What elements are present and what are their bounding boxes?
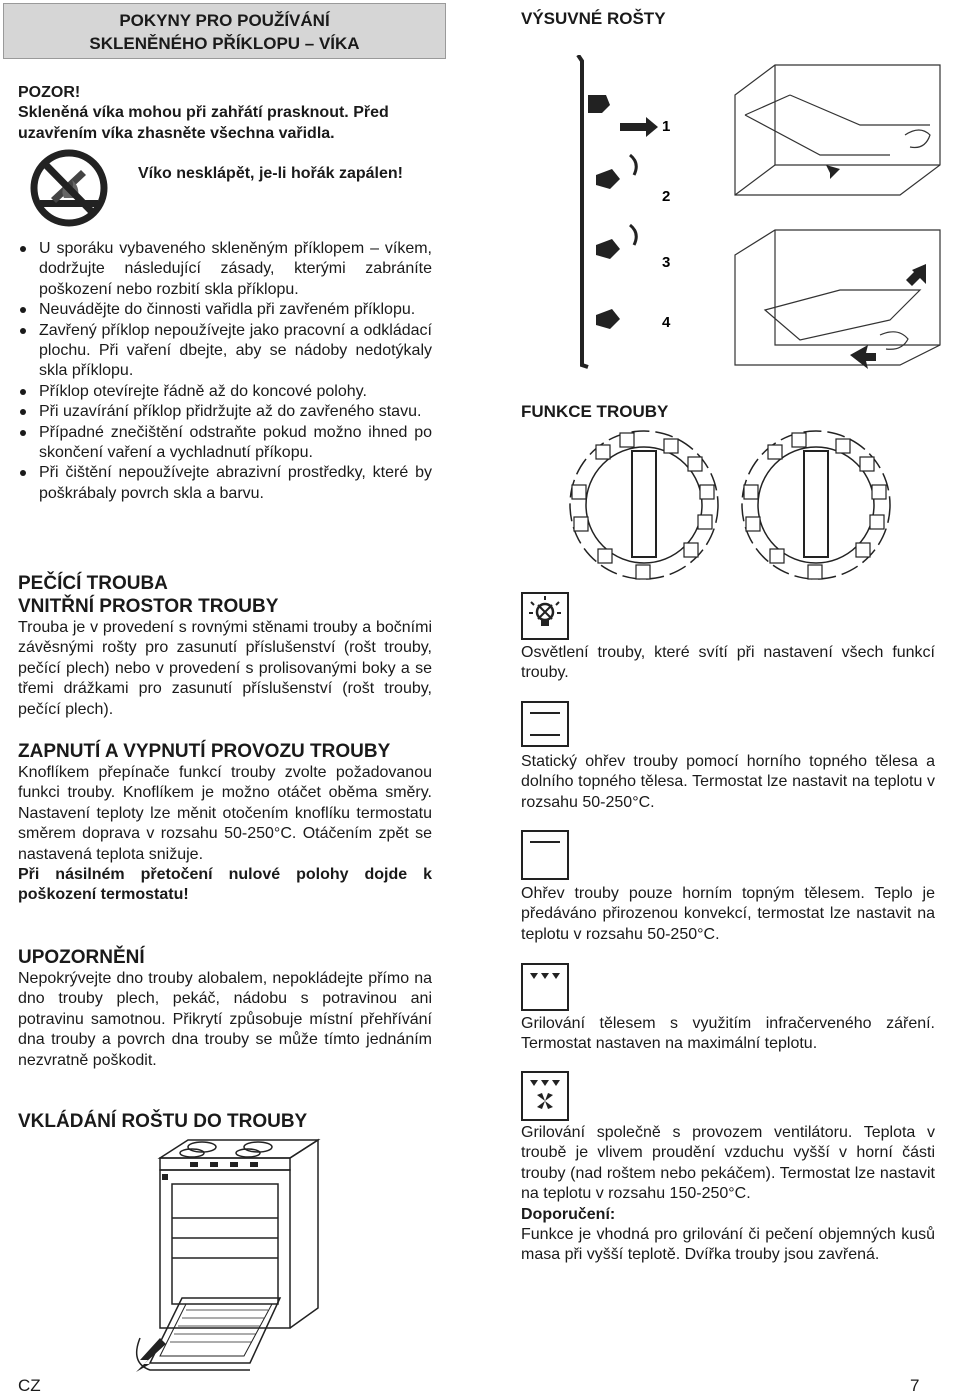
header-line-2: SKLENĚNÉHO PŘÍKLOPU – VÍKA	[89, 34, 360, 53]
heading-on-off: ZAPNUTÍ A VYPNUTÍ PROVOZU TROUBY	[18, 741, 391, 762]
list-item: Případné znečištění odstraňte pokud možno ihned po skončení vaření a vychladnutí příkopu.	[18, 423, 432, 464]
oven-interior-section	[18, 572, 432, 720]
no-flame-lid-icon	[26, 148, 112, 228]
telescopic-racks-diagram	[560, 55, 950, 375]
cooker-insert-rack-illustration	[130, 1138, 330, 1373]
list-item: Při uzavírání příklop přidržujte až do zavřeného stavu.	[18, 402, 432, 422]
header-line-1: POKYNY PRO POUŽÍVÁNÍ	[119, 11, 330, 30]
heading-oven-interior: VNITŘNÍ PROSTOR TROUBY	[18, 596, 279, 617]
on-off-warning: Při násilném přetočení nulové polohy dojde k poškození termostatu!	[18, 866, 432, 904]
recommend-title: Doporučení:	[521, 1205, 616, 1223]
step-label: 2	[662, 188, 671, 205]
heading-insert-rack: VKLÁDÁNÍ ROŠTU DO TROUBY	[18, 1111, 308, 1132]
page-number: 7	[910, 1376, 920, 1395]
step-label: 3	[662, 254, 671, 271]
function-text-top-bottom: Statický ohřev trouby pomocí horního topného tělesa a dolního topného tělesa. Termostat lze nastavit na teplotu v rozsahu 50-250°C.	[521, 753, 935, 811]
function-text-grill-fan: Grilování společně s provozem ventilátoru. Teplota v troubě je vlivem proudění vzduchu vyšší v horní části trouby (nad roštem nebo pekáčem). Termostat lze nastavit na teplotu v rozsahu 150-250°C.	[521, 1124, 935, 1203]
warning-line-3: Víko nesklápět, je-li hořák zapálen!	[138, 165, 403, 183]
function-text-top-heat: Ohřev trouby pouze horním topným tělesem. Teplo je předáváno přirozenou konvekcí, termostat lze nastavit na teplotu v rozsahu 50-250°C.	[521, 885, 935, 943]
grill-fan-icon	[521, 1071, 569, 1121]
notice-text: Nepokrývejte dno trouby alobalem, nepokládejte přímo na dno trouby plech, pekáč, nádobu s potravinou ani potravinu samotnou. Přikrytí způsobuje místní přehřívání dna trouby a povrch dna trouby se může tímto jednáním nezvratně poškodit.	[18, 970, 432, 1069]
grill-fan-section	[521, 1123, 935, 1266]
list-item: U sporáku vybaveného skleněným příklopem – víkem, dodržujte následující zásady, kterými zabráníte poškození nebo rozbití skla příklopu.	[18, 239, 432, 300]
heading-oven-functions: FUNKCE TROUBY	[521, 402, 669, 421]
lid-rules-list	[18, 239, 432, 504]
lamp-icon	[521, 592, 569, 640]
top-heat-icon	[521, 830, 569, 880]
list-item: Příklop otevírejte řádně až do koncové polohy.	[18, 382, 432, 402]
section-header-glass-lid	[3, 3, 446, 59]
heading-oven: PEČÍCÍ TROUBA	[18, 573, 168, 594]
step-label: 1	[662, 118, 671, 135]
list-item: Neuvádějte do činnosti vařidla při zavřeném příklopu.	[18, 300, 432, 320]
notice-section	[18, 946, 432, 1071]
function-knobs-diagram	[560, 425, 900, 587]
warning-line-2: uzavřením víka zhasněte všechna vařidla.	[18, 124, 335, 142]
recommend-text: Funkce je vhodná pro grilování či pečení objemných kusů masa při vyšší teplotě. Dvířka trouby jsou zavřená.	[521, 1226, 935, 1264]
on-off-section	[18, 740, 432, 906]
oven-interior-text: Trouba je v provedení s rovnými stěnami trouby a bočními závěsnými rošty pro zasunutí příslušenství (rošt trouby, pečící plech) nebo v provedení s prolisovanými boky a se třemi drážkami pro zasunutí příslušenství (rošt trouby, pečící plech).	[18, 619, 432, 718]
heading-notice: UPOZORNĚNÍ	[18, 947, 145, 968]
function-text-lamp: Osvětlení trouby, které svítí při nastavení všech funkcí trouby.	[521, 644, 935, 682]
top-bottom-heat-icon	[521, 701, 569, 747]
grill-icon	[521, 963, 569, 1011]
heading-telescopic-racks: VÝSUVNÉ ROŠTY	[521, 9, 666, 28]
step-label: 4	[662, 314, 671, 331]
list-item: Zavřený příklop nepoužívejte jako pracovní a odkládací plochu. Při vaření dbejte, aby se nádoby nedotýkaly skla příklopu.	[18, 321, 432, 382]
warning-line-1: Skleněná víka mohou při zahřátí prasknout. Před	[18, 104, 389, 122]
list-item: Při čištění nepoužívejte abrazivní prostředky, které by poškrábaly povrch skla a barvu.	[18, 463, 432, 504]
warning-title: POZOR!	[18, 84, 81, 101]
on-off-text: Knoflíkem přepínače funkcí trouby zvolte požadovanou funkci trouby. Knoflíkem je možno otáčet oběma směry. Nastavení teploty lze měnit otočením knoflíku termostatu směrem doprava v rozsahu 50-250°C. Otáčením zpět se nastavená teplota snižuje.	[18, 764, 432, 863]
footer-language: CZ	[18, 1376, 41, 1395]
function-text-grill: Grilování tělesem s využitím infračerveného záření. Termostat nastaven na maximální teplotu.	[521, 1015, 935, 1053]
